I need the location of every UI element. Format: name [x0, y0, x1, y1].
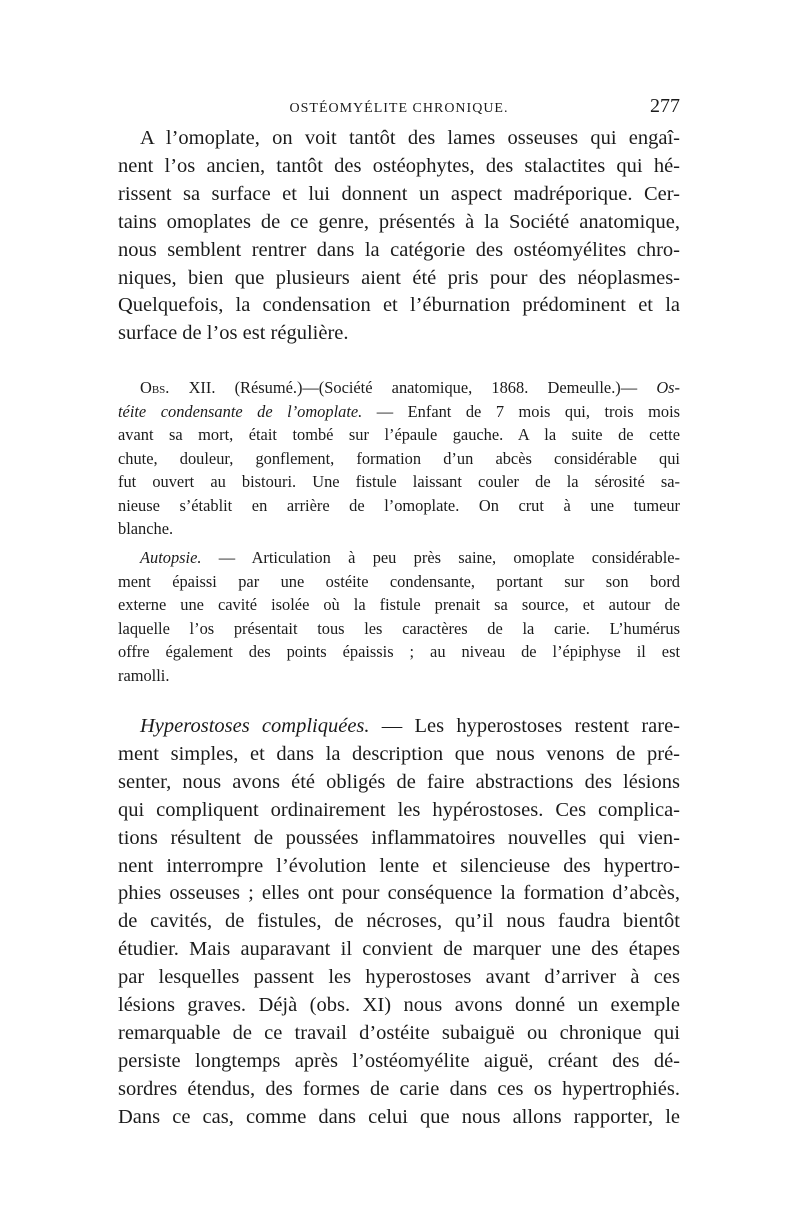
text-line: Quelquefois, la condensation et l’éburnation prédominent et la: [118, 294, 680, 317]
text-line: remarquable de ce travail d’ostéite subaiguë ou chronique qui: [118, 1021, 680, 1044]
running-title: OSTÉOMYÉLITE CHRONIQUE.: [289, 101, 509, 116]
text-line: ramolli.: [118, 665, 170, 685]
autopsy-label: Autopsie.: [140, 548, 202, 567]
text-line: niques, bien que plusieurs aient été pris pour des néoplasmes-: [118, 266, 680, 289]
text-line: nent interrompre l’évolution lente et silencieuse des hypertro-: [118, 854, 680, 877]
text-line: de cavités, de fistules, de nécroses, qu’il nous faudra bientôt: [118, 910, 680, 933]
text-line: persiste longtemps après l’ostéomyélite aiguë, créant des dé-: [118, 1049, 680, 1072]
text-line: ment simples, et dans la description que nous venons de pré-: [118, 742, 680, 765]
section-heading: Hyperostoses compliquées.: [140, 715, 370, 737]
text-line: nent l’os ancien, tantôt des ostéophytes, des stalactites qui hé-: [118, 154, 680, 177]
page-header: [118, 95, 680, 121]
text-line: chute, douleur, gonflement, formation d’un abcès considérable qui: [118, 448, 680, 468]
text-line: phies osseuses ; elles ont pour conséquence la formation d’abcès,: [118, 882, 680, 905]
text-line: sordres étendus, des formes de carie dans ces os hypertrophiés.: [118, 1077, 680, 1100]
observation-source: (Résumé.)—(Société anatomique, 1868. Demeulle.)—: [215, 378, 638, 397]
text-line: [118, 400, 680, 424]
text-line: externe une cavité isolée où la fistule prenait sa source, et autour de: [118, 595, 680, 614]
text-line: [118, 376, 680, 400]
text-line: senter, nous avons été obligés de faire abstractions des lésions: [118, 770, 680, 793]
text-line: nieuse s’établit en arrière de l’omoplate. On crut à une tumeur: [118, 495, 680, 515]
autopsy-text: — Articulation à peu près saine, omoplate considérable-: [201, 548, 680, 567]
text-line: lésions graves. Déjà (obs. XI) nous avons donné un exemple: [118, 994, 680, 1017]
text-line: laquelle l’os présentait tous les caractères de la carie. L’humérus: [118, 618, 680, 638]
text-line: étudier. Mais auparavant il convient de marquer une des étapes: [118, 938, 680, 961]
paragraph-omoplate: [118, 125, 680, 348]
section-text: — Les hyperostoses restent rare-: [369, 715, 681, 737]
text-line: Dans ce cas, comme dans celui que nous allons rapporter, le: [118, 1105, 680, 1128]
text-line: qui compliquent ordinairement les hypérostoses. Ces complica-: [118, 798, 680, 821]
text-line: par lesquelles passent les hyperostoses avant d’arriver à ces: [118, 966, 680, 989]
observation-text: — Enfant de 7 mois qui, trois mois: [362, 401, 680, 421]
text-line: nous semblent rentrer dans la catégorie des ostéomyélites chro-: [118, 238, 680, 261]
text-line: rissent sa surface et lui donnent un aspect madréporique. Cer-: [118, 182, 680, 205]
observation-title-end: téite condensante de l’omoplate.: [118, 401, 363, 421]
autopsy-paragraph: [118, 546, 680, 687]
text-line: [118, 713, 680, 741]
text-line: A l’omoplate, on voit tantôt des lames osseuses qui engaî-: [140, 127, 680, 149]
page-number: 277: [650, 95, 680, 117]
text-line: tions résultent de poussées inflammatoires nouvelles qui vien-: [118, 826, 680, 849]
text-line: offre également des points épaissis ; au niveau de l’épiphyse il est: [118, 642, 680, 661]
text-line: [118, 546, 680, 570]
hyperostoses-paragraph: [118, 713, 680, 1132]
text-line: avant sa mort, était tombé sur l’épaule gauche. A la suite de cette: [118, 425, 680, 444]
observation-title-start: Os-: [637, 378, 680, 397]
text-line: fut ouvert au bistouri. Une fistule laissant couler de la sérosité sa-: [118, 472, 680, 491]
text-line: surface de l’os est régulière.: [118, 322, 349, 345]
text-line: ment épaissi par une ostéite condensante, portant sur son bord: [118, 571, 680, 591]
observation-xii: [118, 376, 680, 541]
text-line: tains omoplates de ce genre, présentés à la Société anatomique,: [118, 210, 680, 233]
text-line: blanche.: [118, 519, 174, 538]
observation-label: Obs. XII.: [140, 378, 216, 397]
